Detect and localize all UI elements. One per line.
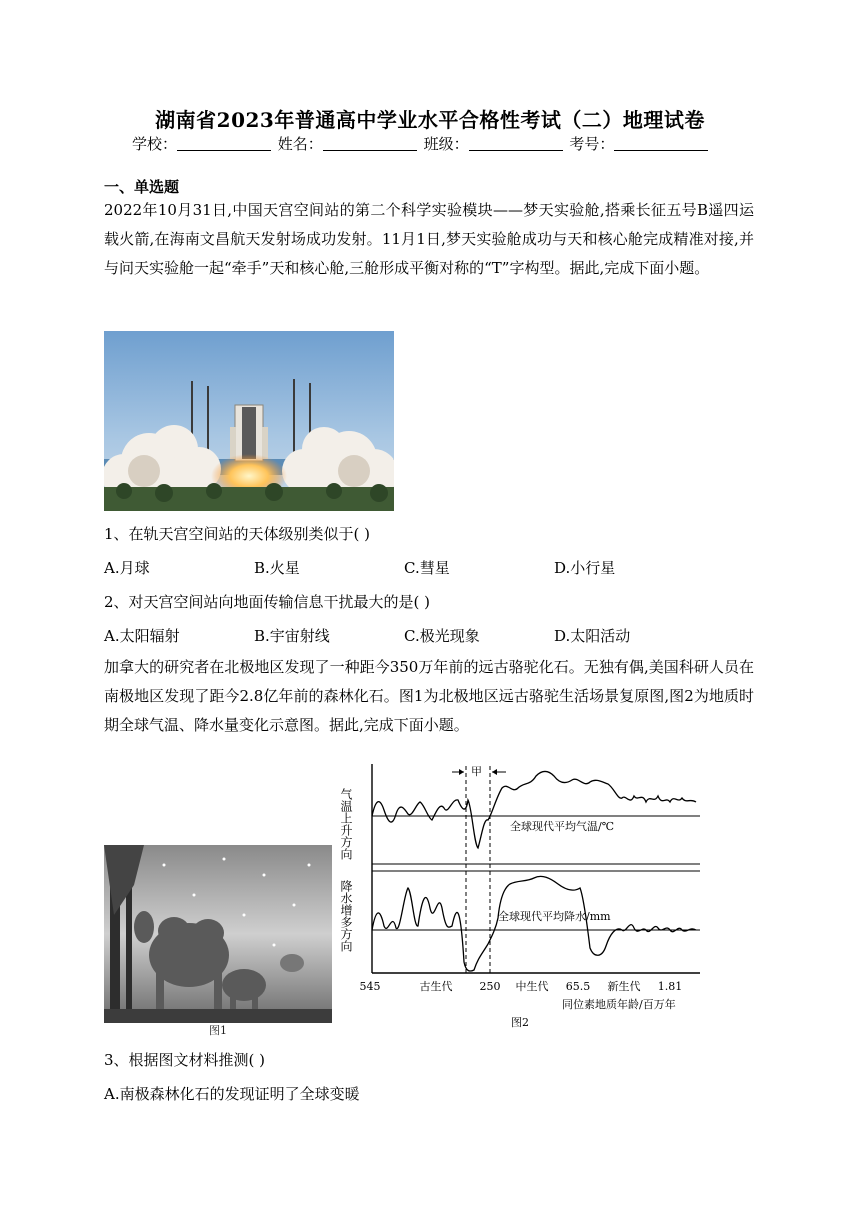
exam-number-label: 考号： xyxy=(569,135,615,153)
q1-option-a[interactable]: A.月球 xyxy=(104,559,150,577)
tick-65-5: 65.5 xyxy=(565,980,591,993)
page-title: 湖南省2023年普通高中学业水平合格性考试（二）地理试卷 xyxy=(155,108,705,132)
q1-option-b[interactable]: B.火星 xyxy=(254,559,300,577)
name-blank[interactable] xyxy=(323,136,417,151)
exam-number-blank[interactable] xyxy=(614,136,708,151)
question-3-stem: 3、根据图文材料推测( ) xyxy=(104,1051,266,1069)
figure-2-climate-chart xyxy=(340,758,712,1038)
class-label: 班级： xyxy=(423,135,469,153)
temp-axis-label: 气温上升方向 xyxy=(340,788,353,860)
temp-line-label: 全球现代平均气温/℃ xyxy=(510,820,615,833)
q2-option-d[interactable]: D.太阳活动 xyxy=(554,627,631,645)
class-blank[interactable] xyxy=(469,136,563,151)
q1-option-d[interactable]: D.小行星 xyxy=(554,559,616,577)
question-2-options xyxy=(0,625,860,647)
figure-2-caption: 图2 xyxy=(511,1016,529,1029)
q2-option-c[interactable]: C.极光现象 xyxy=(404,627,480,645)
school-blank[interactable] xyxy=(177,136,271,151)
student-info-line xyxy=(132,133,710,154)
tick-250: 250 xyxy=(479,980,501,993)
question-1-options xyxy=(0,557,860,579)
tick-mesozoic: 中生代 xyxy=(515,980,549,993)
passage-2: 加拿大的研究者在北极地区发现了一种距今350万年前的远古骆驼化石。无独有偶,美国科研人员在南极地区发现了距今2.8亿年前的森林化石。图1为北极地区远古骆驼生活场景复原图,图2为地质时期全球气温、降水量变化示意图。据此,完成下面小题。 xyxy=(104,658,754,734)
question-2-stem: 2、对天宫空间站向地面传输信息干扰最大的是( ) xyxy=(104,593,431,611)
q3-option-a[interactable]: A.南极森林化石的发现证明了全球变暖 xyxy=(104,1085,360,1103)
tick-cenozoic: 新生代 xyxy=(607,980,641,993)
rocket-launch-photo xyxy=(104,331,394,511)
precip-axis-label: 降水增多方向 xyxy=(340,880,353,952)
x-axis-label: 同位素地质年龄/百万年 xyxy=(562,998,676,1011)
name-label: 姓名： xyxy=(277,135,323,153)
q1-option-c[interactable]: C.彗星 xyxy=(404,559,450,577)
q2-option-a[interactable]: A.太阳辐射 xyxy=(104,627,180,645)
school-label: 学校： xyxy=(132,135,178,153)
tick-545: 545 xyxy=(359,980,381,993)
tick-1-81: 1.81 xyxy=(657,980,683,993)
marker-label: 甲 xyxy=(471,765,482,778)
figure-1-caption: 图1 xyxy=(209,1024,227,1037)
passage-1: 2022年10月31日,中国天宫空间站的第二个科学实验模块——梦天实验舱,搭乘长征五号B遥四运载火箭,在海南文昌航天发射场成功发射。11月1日,梦天实验舱成功与天和核心舱完成精准对接,并与问天实验舱一起“牵手”天和核心舱,三舱形成平衡对称的“T”字构型。据此,完成下面小题。 xyxy=(104,201,754,277)
figure-1-camel-scene xyxy=(104,845,332,1037)
question-1-stem: 1、在轨天宫空间站的天体级别类似于( ) xyxy=(104,525,371,543)
precip-line-label: 全球现代平均降水/mm xyxy=(498,910,611,923)
tick-paleozoic: 古生代 xyxy=(419,980,453,993)
q2-option-b[interactable]: B.宇宙射线 xyxy=(254,627,330,645)
section-title: 一、单选题 xyxy=(104,178,180,196)
